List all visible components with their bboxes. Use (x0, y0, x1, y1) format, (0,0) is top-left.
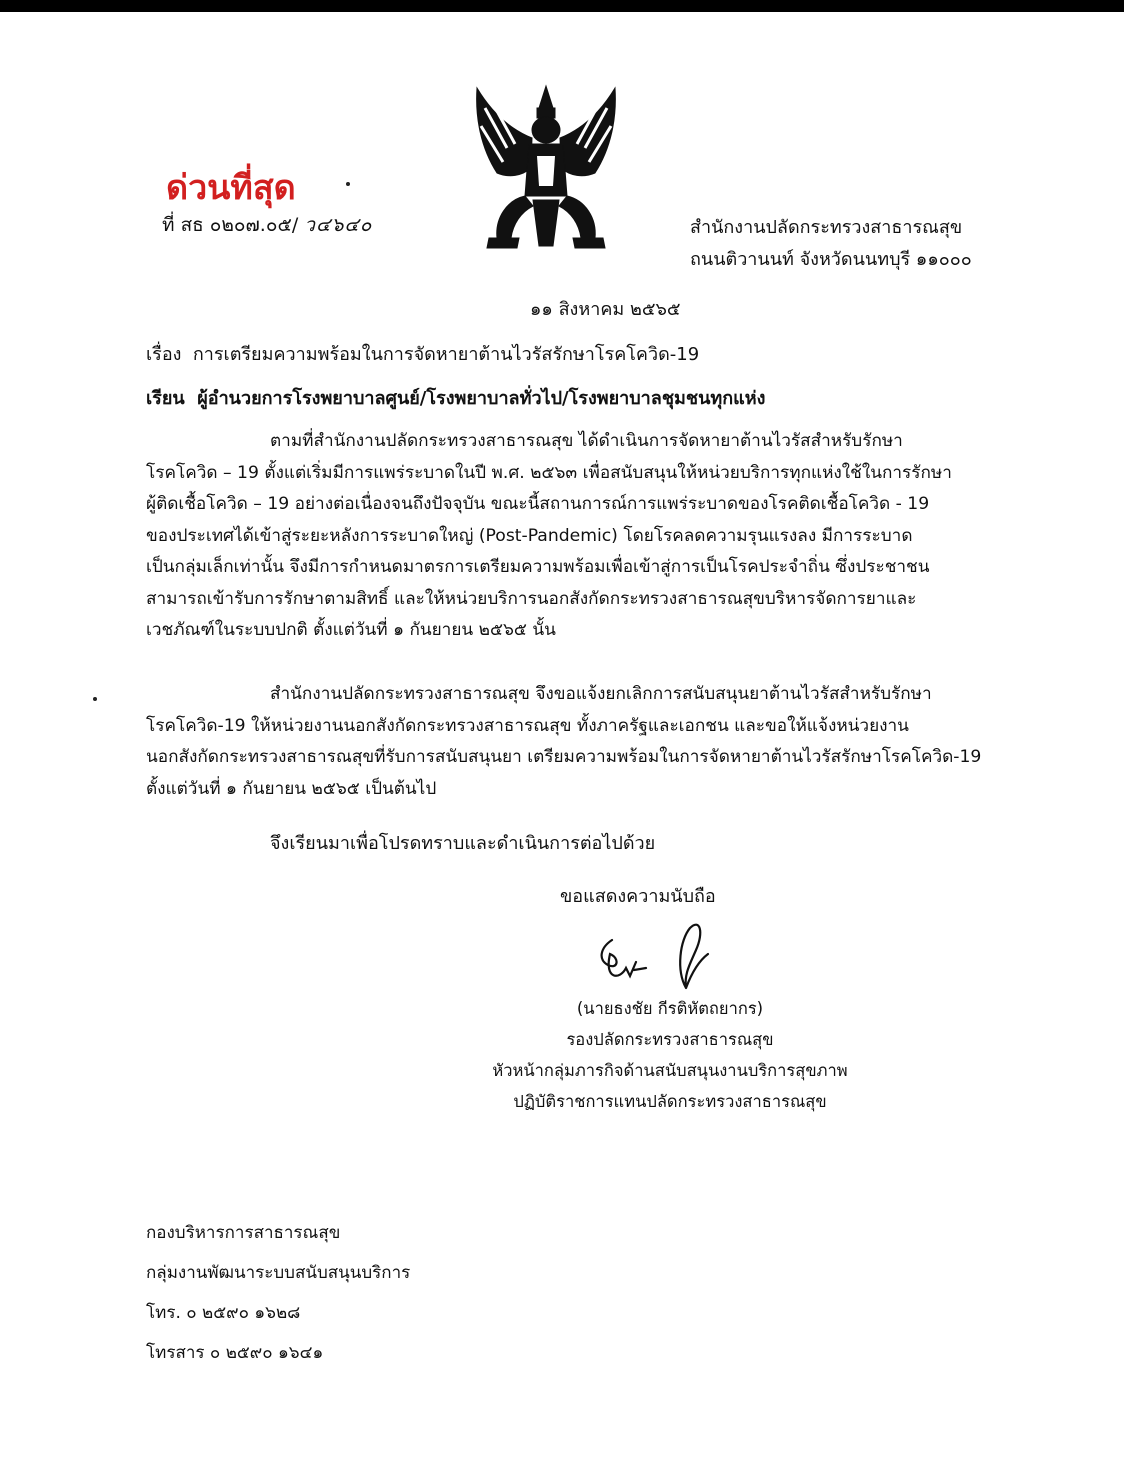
addressee-label: เรียน (146, 388, 185, 409)
subject-line (146, 339, 699, 368)
footer-fax: โทรสาร ๐ ๒๕๙๐ ๑๖๔๑ (146, 1343, 324, 1363)
addressee-text: ผู้อำนวยการโรงพยาบาลศูนย์/โรงพยาบาลทั่วไป/โรงพยาบาลชุมชนทุกแห่ง (197, 388, 766, 409)
paragraph-line: เป็นกลุ่มเล็กเท่านั้น จึงมีการกำหนดมาตรการเตรียมความพร้อมเพื่อเข้าสู่การเป็นโรคประจำถิ่น ซึ่งประชาชน (146, 557, 930, 577)
contact-footer (146, 1213, 410, 1373)
subject-label: เรื่อง (146, 344, 182, 365)
footer-office: กองบริหารการสาธารณสุข (146, 1223, 341, 1243)
paragraph-line: ตั้งแต่วันที่ ๑ กันยายน ๒๕๖๕ เป็นต้นไป (146, 778, 437, 799)
body-paragraph-1 (146, 426, 992, 647)
handwritten-signature (590, 910, 740, 1000)
urgency-label: ด่วนที่สุด (166, 168, 296, 208)
body-paragraph-2 (146, 679, 992, 805)
addressee-line (146, 383, 765, 412)
paragraph-line: นอกสังกัดกระทรวงสาธารณสุขที่รับการสนับสนุนยา เตรียมความพร้อมในการจัดหายาต้านไวรัสรักษาโรคโควิด-19 (146, 747, 982, 767)
footer-phone: โทร. ๐ ๒๕๙๐ ๑๖๒๘ (146, 1303, 301, 1323)
signer-title: ปฏิบัติราชการแทนปลัดกระทรวงสาธารณสุข (513, 1092, 827, 1111)
paragraph-line: ผู้ติดเชื้อโควิด – 19 อย่างต่อเนื่องจนถึงปัจจุบัน ขณะนี้สถานการณ์การแพร่ระบาดของโรคติดเชื้อโควิด - 19 (146, 494, 930, 514)
document-number-value: ว๔๖๔๐ (304, 214, 373, 236)
scan-speck (346, 182, 350, 186)
signer-name: (นายธงชัย กีรติหัตถยากร) (576, 999, 764, 1018)
paragraph-line: เวชภัณฑ์ในระบบปกติ ตั้งแต่วันที่ ๑ กันยายน ๒๕๖๕ นั้น (146, 620, 556, 640)
paragraph-line: ตามที่สำนักงานปลัดกระทรวงสาธารณสุข ได้ดำเนินการจัดหายาต้านไวรัสสำหรับรักษา (270, 431, 903, 451)
agency-address (690, 212, 972, 276)
subject-text: การเตรียมความพร้อมในการจัดหายาต้านไวรัสรักษาโรคโควิด-19 (192, 344, 700, 365)
paragraph-line: โรคโควิด-19 ให้หน่วยงานนอกสังกัดกระทรวงสาธารณสุข ทั้งภาครัฐและเอกชน และขอให้แจ้งหน่วยงาน (146, 715, 909, 736)
document-date: ๑๑ สิงหาคม ๒๕๖๕ (530, 299, 681, 320)
agency-name: สำนักงานปลัดกระทรวงสาธารณสุข (690, 217, 963, 238)
signer-title: รองปลัดกระทรวงสาธารณสุข (566, 1030, 774, 1049)
top-border (0, 0, 1124, 12)
paragraph-line: โรคโควิด – 19 ตั้งแต่เริ่มมีการแพร่ระบาดในปี พ.ศ. ๒๕๖๓ เพื่อสนับสนุนให้หน่วยบริการทุกแห่งใช้ในการรักษา (146, 462, 952, 483)
signer-title: หัวหน้ากลุ่มภารกิจด้านสนับสนุนงานบริการสุขภาพ (492, 1061, 848, 1080)
garuda-emblem-icon (467, 78, 625, 250)
signer-block (460, 993, 880, 1117)
paragraph-line: สามารถเข้ารับการรักษาตามสิทธิ์ และให้หน่วยบริการนอกสังกัดกระทรวงสาธารณสุขบริหารจัดการยาและ (146, 588, 917, 609)
paragraph-line: สำนักงานปลัดกระทรวงสาธารณสุข จึงขอแจ้งยกเลิกการสนับสนุนยาต้านไวรัสสำหรับรักษา (270, 684, 932, 704)
scan-speck (93, 697, 97, 701)
paragraph-line: ของประเทศได้เข้าสู่ระยะหลังการระบาดใหญ่ (Post-Pandemic) โดยโรคลดความรุนแรงลง มีการระบาด (146, 525, 913, 546)
document-number (162, 210, 372, 240)
footer-division: กลุ่มงานพัฒนาระบบสนับสนุนบริการ (146, 1263, 411, 1283)
regards-text: ขอแสดงความนับถือ (560, 886, 716, 907)
agency-street: ถนนติวานนท์ จังหวัดนนทบุรี ๑๑๐๐๐ (690, 249, 972, 270)
closing-sentence: จึงเรียนมาเพื่อโปรดทราบและดำเนินการต่อไปด้วย (270, 833, 656, 854)
document-number-prefix: ที่ สธ ๐๒๐๗.๐๕/ (162, 214, 299, 236)
